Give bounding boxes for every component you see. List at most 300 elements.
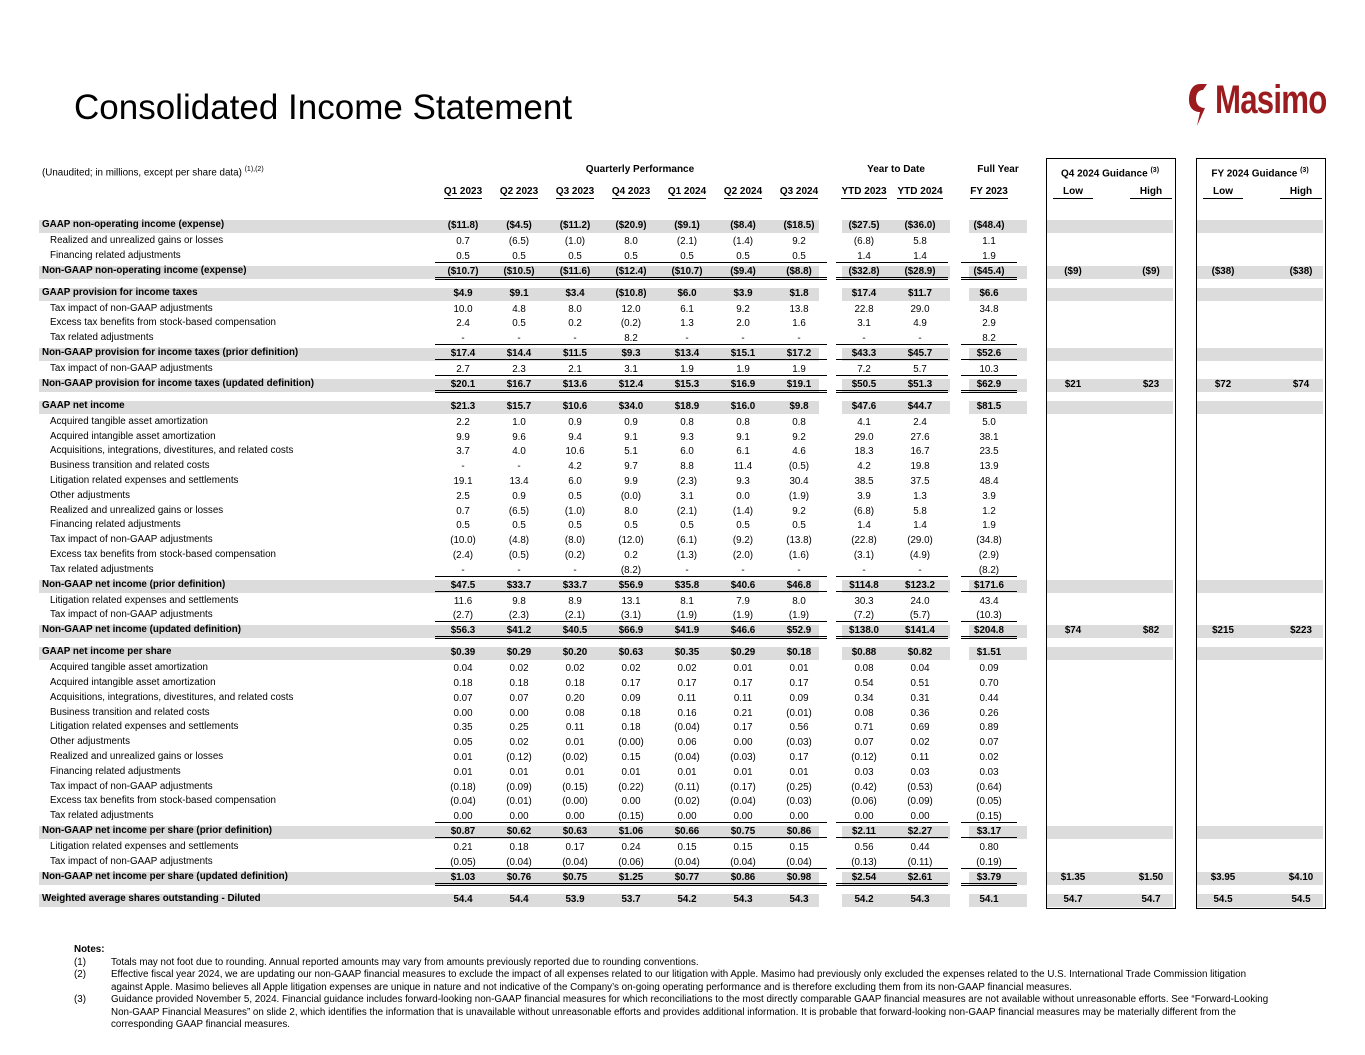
- table-cell: $0.63: [547, 826, 603, 838]
- table-cell: 0.02: [509, 737, 529, 749]
- table-cell: 2.5: [456, 490, 470, 502]
- table-cell: (0.15): [961, 811, 1017, 823]
- table-cell: $46.8: [771, 580, 827, 592]
- table-cell: $47.5: [435, 580, 491, 592]
- q4-guidance-header: Q4 2024 Guidance $^{(3)}$: [1060, 167, 1160, 180]
- table-cell: -: [836, 565, 892, 577]
- table-cell: 0.69: [910, 722, 930, 734]
- table-cell: 0.44: [910, 842, 930, 853]
- table-cell: 2.7: [435, 364, 491, 376]
- row-label: Litigation related expenses and settlements: [50, 841, 239, 852]
- table-cell: 0.00: [621, 796, 641, 808]
- row-shade: [1047, 647, 1173, 660]
- table-cell: (0.02): [562, 752, 588, 763]
- quarterly-header: Quarterly Performance: [585, 164, 695, 175]
- table-row: [39, 580, 1325, 595]
- table-cell: 0.17: [789, 678, 809, 689]
- table-cell: 0.24: [621, 842, 641, 853]
- table-cell: (1.9): [771, 610, 827, 622]
- table-cell: $45.7: [892, 348, 948, 360]
- row-shade: [1197, 348, 1323, 361]
- table-cell: (4.8): [508, 535, 530, 547]
- guidance-cell: 54.7: [1063, 893, 1083, 905]
- note-item: (3) Guidance provided November 5, 2024. Financial guidance includes forward-looking non-GAAP financial measures for which reconciliations to the most directly comparable GAAP financial measures are not available without unreasonable efforts. See “Forward-Looking Non-GAAP Financial Measures” on slide 2, which identifies the information that is unavailable without unreasonable efforts and provides additional information. It is probable that forward-looking non-GAAP financial measures may be materially different from the corresponding GAAP financial measures.: [74, 994, 1269, 1030]
- guidance-cell: $21: [1064, 378, 1082, 390]
- table-cell: (0.02): [674, 796, 700, 808]
- table-cell: $0.18: [786, 647, 812, 659]
- table-cell: -: [659, 333, 715, 345]
- table-cell: 0.5: [491, 251, 547, 263]
- table-cell: 3.7: [456, 446, 470, 458]
- table-cell: 9.2: [792, 236, 806, 247]
- table-cell: 0.02: [565, 663, 585, 675]
- table-cell: 2.4: [456, 318, 470, 330]
- table-cell: (0.42): [851, 781, 877, 793]
- table-cell: (0.06): [851, 796, 877, 808]
- table-cell: ($9.4): [715, 266, 771, 280]
- table-cell: 0.04: [453, 663, 473, 675]
- table-cell: (1.0): [564, 505, 586, 517]
- table-cell: 0.5: [792, 520, 806, 532]
- table-cell: 0.05: [453, 737, 473, 749]
- table-cell: $0.62: [491, 826, 547, 838]
- table-cell: ($20.9): [615, 220, 647, 231]
- table-cell: 4.0: [512, 446, 526, 458]
- table-cell: (1.9): [659, 610, 715, 622]
- guidance-cell: ($9): [1064, 265, 1082, 277]
- table-cell: ($48.4): [973, 220, 1005, 231]
- row-shade: [1197, 288, 1323, 301]
- table-cell: 29.0: [910, 303, 930, 315]
- table-cell: ($10.7): [435, 266, 491, 280]
- table-cell: (0.53): [907, 781, 933, 793]
- table-cell: 0.06: [677, 737, 697, 749]
- column-header: Q2 2023: [499, 186, 539, 197]
- table-cell: 0.18: [453, 678, 473, 689]
- guidance-cell: $3.95: [1210, 871, 1236, 883]
- table-cell: $15.7: [506, 400, 532, 412]
- table-subtitle: (Unaudited; in millions, except per share data) $^{(1),(2)}$: [42, 166, 264, 179]
- table-cell: 8.0: [568, 303, 582, 315]
- table-cell: $17.4: [435, 348, 491, 360]
- table-cell: (0.12): [851, 752, 877, 763]
- table-cell: 0.02: [621, 663, 641, 675]
- table-row: [39, 550, 1325, 565]
- table-cell: 0.8: [680, 416, 694, 428]
- table-cell: 0.11: [565, 722, 585, 734]
- table-cell: 2.9: [982, 318, 996, 330]
- page-title: Consolidated Income Statement: [74, 88, 573, 127]
- table-cell: ($11.6): [547, 266, 603, 280]
- table-cell: $1.06: [603, 826, 659, 838]
- table-cell: 0.01: [621, 766, 641, 778]
- table-cell: 8.9: [568, 595, 582, 607]
- table-row: [39, 348, 1325, 363]
- table-cell: 0.15: [789, 842, 809, 853]
- table-cell: (0.04): [547, 857, 603, 869]
- table-cell: ($18.5): [783, 220, 815, 231]
- table-cell: ($28.9): [892, 266, 948, 280]
- table-cell: (0.0): [620, 490, 642, 502]
- table-cell: 0.5: [568, 520, 582, 532]
- guidance-column-header: Low: [1195, 186, 1251, 197]
- table-cell: (3.1): [853, 550, 875, 561]
- table-cell: $0.63: [618, 647, 644, 659]
- table-cell: $33.7: [491, 580, 547, 592]
- table-cell: $17.2: [771, 348, 827, 360]
- table-cell: 9.2: [792, 505, 806, 517]
- table-cell: 13.8: [789, 303, 809, 315]
- table-cell: (0.19): [961, 857, 1017, 869]
- table-cell: 0.01: [565, 766, 585, 778]
- table-cell: 0.5: [715, 251, 771, 263]
- table-cell: 3.1: [603, 364, 659, 376]
- table-cell: 1.9: [961, 251, 1017, 263]
- table-cell: $9.1: [509, 287, 529, 299]
- table-cell: 37.5: [910, 476, 930, 487]
- table-cell: 6.1: [680, 303, 694, 315]
- row-label: Financing related adjustments: [50, 519, 181, 531]
- row-label: Non-GAAP net income (updated definition): [42, 624, 242, 636]
- row-label: Litigation related expenses and settlements: [50, 475, 239, 486]
- table-cell: 22.8: [854, 303, 874, 315]
- table-cell: $47.6: [851, 400, 877, 412]
- table-cell: (0.04): [450, 796, 476, 808]
- table-cell: 11.6: [453, 595, 473, 607]
- table-cell: $3.79: [961, 872, 1017, 886]
- table-cell: (8.2): [603, 565, 659, 577]
- guidance-cell: $74: [1292, 378, 1310, 390]
- guidance-cell: 54.5: [1291, 893, 1311, 905]
- table-cell: $0.77: [659, 872, 715, 886]
- row-label: Non-GAAP net income (prior definition): [42, 578, 226, 590]
- table-cell: ($36.0): [904, 220, 936, 231]
- table-cell: $19.1: [771, 379, 827, 393]
- row-label: Acquired tangible asset amortization: [50, 662, 208, 674]
- table-cell: $52.6: [961, 348, 1017, 360]
- table-cell: 0.51: [910, 678, 930, 689]
- table-cell: 0.01: [509, 766, 529, 778]
- row-label: GAAP provision for income taxes: [42, 286, 198, 298]
- table-cell: 3.1: [857, 318, 871, 330]
- row-shade: [1197, 401, 1323, 414]
- column-header: YTD 2023: [841, 186, 887, 197]
- table-cell: (0.06): [603, 857, 659, 869]
- table-cell: $16.9: [715, 379, 771, 393]
- table-cell: (1.4): [732, 236, 754, 247]
- table-cell: $40.6: [715, 580, 771, 592]
- table-cell: (2.0): [732, 550, 754, 561]
- table-cell: 0.5: [624, 520, 638, 532]
- table-cell: 0.21: [453, 842, 473, 853]
- table-cell: 0.01: [789, 766, 809, 778]
- row-label: Weighted average shares outstanding - Diluted: [42, 892, 261, 904]
- table-cell: (0.17): [730, 781, 756, 793]
- table-cell: 7.2: [836, 364, 892, 376]
- table-row: [39, 364, 1325, 379]
- table-cell: $2.61: [892, 872, 948, 886]
- table-cell: 0.5: [736, 520, 750, 532]
- table-cell: 2.0: [736, 318, 750, 330]
- table-cell: (1.4): [732, 505, 754, 517]
- table-cell: (0.00): [562, 796, 588, 808]
- table-cell: 1.4: [913, 520, 927, 532]
- table-cell: (2.7): [435, 610, 491, 622]
- note-item: (2) Effective fiscal year 2024, we are updating our non-GAAP financial measures to exclude the impact of all expenses related to our litigation with Apple. Masimo had previously only excluded the expenses related to the U.S. International Trade Commission litigation against Apple. Masimo believes all Apple litigation expenses are unique in nature and not indicative of the Company’s on-going operating performance and is therefore excluding them from its non-GAAP financial measures.: [74, 969, 1247, 993]
- table-cell: 2.1: [547, 364, 603, 376]
- table-cell: 0.00: [547, 811, 603, 823]
- table-cell: 0.01: [565, 737, 585, 749]
- row-label: Realized and unrealized gains or losses: [50, 504, 224, 516]
- table-cell: 0.71: [854, 722, 874, 734]
- table-cell: 1.9: [659, 364, 715, 376]
- table-row: [39, 446, 1325, 461]
- ytd-header: Year to Date: [867, 164, 925, 175]
- table-cell: $1.8: [789, 287, 809, 299]
- table-cell: 0.31: [910, 692, 930, 704]
- table-cell: 4.8: [512, 303, 526, 315]
- guidance-cell: 54.5: [1213, 893, 1233, 905]
- table-cell: (6.5): [508, 236, 530, 247]
- table-cell: 13.4: [509, 476, 529, 487]
- table-cell: 13.9: [979, 461, 999, 473]
- table-cell: 4.9: [913, 318, 927, 330]
- row-label: Other adjustments: [50, 736, 131, 748]
- guidance-cell: ($38): [1211, 265, 1235, 277]
- table-cell: 54.1: [979, 893, 999, 905]
- table-cell: $11.7: [908, 287, 932, 299]
- table-row: [39, 811, 1325, 826]
- row-label: Tax impact of non-GAAP adjustments: [50, 609, 213, 621]
- table-cell: $0.86: [715, 872, 771, 886]
- table-cell: ($10.8): [615, 287, 647, 299]
- table-cell: 0.02: [677, 663, 697, 675]
- table-cell: (0.05): [435, 857, 491, 869]
- table-cell: $1.51: [976, 647, 1002, 659]
- table-cell: (2.1): [676, 236, 698, 247]
- table-cell: 0.07: [979, 737, 999, 749]
- table-cell: (0.2): [564, 550, 586, 561]
- table-cell: 0.17: [733, 722, 753, 734]
- table-cell: $14.4: [491, 348, 547, 360]
- row-label: Financing related adjustments: [50, 765, 181, 777]
- table-cell: 0.56: [789, 722, 809, 734]
- table-cell: 9.3: [680, 431, 694, 443]
- table-cell: 0.01: [733, 766, 753, 778]
- table-cell: 0.02: [910, 737, 930, 749]
- table-cell: $2.11: [836, 826, 892, 838]
- row-shade: [1197, 580, 1323, 593]
- table-cell: 8.2: [961, 333, 1017, 345]
- table-cell: (0.01): [786, 707, 812, 719]
- table-cell: $9.8: [789, 400, 809, 412]
- table-cell: 4.6: [792, 446, 806, 458]
- row-label: Tax impact of non-GAAP adjustments: [50, 855, 213, 867]
- table-cell: 2.2: [456, 416, 470, 428]
- table-cell: $4.9: [453, 287, 473, 299]
- table-row: [39, 596, 1325, 611]
- table-row: [39, 236, 1325, 251]
- table-cell: $171.6: [961, 580, 1017, 592]
- table-cell: (0.00): [618, 737, 644, 749]
- table-cell: 0.5: [603, 251, 659, 263]
- table-cell: 0.11: [733, 692, 753, 704]
- table-cell: (7.2): [836, 610, 892, 622]
- masimo-logo: [1187, 78, 1327, 128]
- table-cell: (0.5): [508, 550, 530, 561]
- table-row: [39, 663, 1325, 678]
- table-row: [39, 872, 1325, 887]
- table-cell: 1.4: [892, 251, 948, 263]
- table-cell: 0.5: [456, 520, 470, 532]
- table-cell: 30.4: [789, 476, 809, 487]
- row-label: Acquired intangible asset amortization: [50, 430, 216, 442]
- table-cell: (0.11): [674, 781, 700, 793]
- table-cell: (5.7): [892, 610, 948, 622]
- table-cell: $0.29: [506, 647, 532, 659]
- table-row: [39, 251, 1325, 266]
- row-label: Business transition and related costs: [50, 460, 210, 472]
- table-cell: 0.21: [733, 707, 753, 719]
- row-label: Non-GAAP net income per share (updated definition): [42, 870, 288, 882]
- table-cell: $204.8: [961, 625, 1017, 639]
- table-cell: ($27.5): [848, 220, 880, 231]
- guidance-cell: $82: [1142, 625, 1160, 637]
- row-label: Business transition and related costs: [50, 706, 210, 718]
- table-cell: 8.8: [680, 461, 694, 473]
- table-cell: 0.09: [621, 692, 641, 704]
- table-cell: -: [435, 565, 491, 577]
- table-cell: $18.9: [674, 400, 700, 412]
- table-cell: 1.3: [913, 490, 927, 502]
- table-row: [39, 752, 1325, 767]
- table-cell: 2.3: [491, 364, 547, 376]
- table-cell: -: [491, 565, 547, 577]
- table-cell: 0.03: [910, 766, 930, 778]
- table-cell: 38.5: [854, 476, 874, 487]
- row-label: Realized and unrealized gains or losses: [50, 235, 224, 246]
- table-cell: $0.75: [715, 826, 771, 838]
- table-cell: (0.04): [674, 752, 700, 763]
- row-label: Acquired tangible asset amortization: [50, 415, 208, 427]
- table-cell: 1.2: [982, 505, 996, 517]
- guidance-cell: $4.10: [1288, 871, 1314, 883]
- table-cell: (1.9): [788, 490, 810, 502]
- table-cell: 0.07: [509, 692, 529, 704]
- table-cell: $35.8: [659, 580, 715, 592]
- table-cell: (3.1): [603, 610, 659, 622]
- table-cell: (0.04): [715, 857, 771, 869]
- table-cell: 0.00: [836, 811, 892, 823]
- table-row: [39, 647, 1325, 662]
- table-row: [39, 678, 1325, 693]
- table-cell: $46.6: [715, 625, 771, 639]
- table-cell: 5.7: [892, 364, 948, 376]
- table-row: [39, 535, 1325, 550]
- table-cell: 0.01: [733, 663, 753, 675]
- table-cell: 0.8: [736, 416, 750, 428]
- table-cell: -: [659, 565, 715, 577]
- table-cell: 0.00: [771, 811, 827, 823]
- table-cell: 0.18: [621, 707, 641, 719]
- column-header: Q1 2023: [443, 186, 483, 197]
- guidance-cell: ($9): [1142, 265, 1160, 277]
- table-cell: $17.4: [851, 287, 877, 299]
- table-cell: (0.09): [907, 796, 933, 808]
- table-cell: $3.4: [565, 287, 585, 299]
- table-cell: 0.15: [677, 842, 697, 853]
- table-cell: 8.0: [624, 236, 638, 247]
- guidance-cell: $1.35: [1060, 871, 1086, 883]
- table-cell: ($32.8): [836, 266, 892, 280]
- table-cell: 0.9: [568, 416, 582, 428]
- table-cell: 0.15: [733, 842, 753, 853]
- table-cell: (10.3): [961, 610, 1017, 622]
- table-cell: (0.18): [450, 781, 476, 793]
- table-cell: $56.9: [603, 580, 659, 592]
- table-cell: 6.1: [736, 446, 750, 458]
- table-row: [39, 220, 1325, 235]
- table-cell: ($11.2): [559, 220, 591, 231]
- table-cell: 0.8: [792, 416, 806, 428]
- table-cell: 0.35: [453, 722, 473, 734]
- table-cell: 0.5: [512, 318, 526, 330]
- table-cell: ($8.4): [730, 220, 756, 231]
- row-shade: [1047, 220, 1173, 233]
- table-cell: $0.87: [435, 826, 491, 838]
- table-cell: $0.35: [674, 647, 700, 659]
- table-cell: (1.0): [564, 236, 586, 247]
- row-shade: [1047, 401, 1173, 414]
- table-cell: -: [461, 461, 465, 473]
- table-cell: 1.9: [715, 364, 771, 376]
- table-cell: -: [517, 461, 521, 473]
- table-cell: 6.0: [680, 446, 694, 458]
- row-label: Acquisitions, integrations, divestitures, and related costs: [50, 445, 294, 457]
- table-cell: 54.4: [453, 893, 473, 905]
- table-cell: $141.4: [892, 625, 948, 639]
- table-cell: 0.00: [453, 707, 473, 719]
- table-cell: $114.8: [836, 580, 892, 592]
- row-label: Tax related adjustments: [50, 810, 154, 822]
- table-cell: 0.70: [979, 678, 999, 689]
- table-cell: $15.3: [659, 379, 715, 393]
- table-cell: $40.5: [547, 625, 603, 639]
- table-cell: (0.25): [786, 781, 812, 793]
- table-cell: ($8.8): [771, 266, 827, 280]
- table-cell: 0.17: [677, 678, 697, 689]
- table-cell: 0.08: [854, 707, 874, 719]
- table-cell: (0.03): [786, 737, 812, 749]
- masimo-logo-icon: [1187, 82, 1213, 128]
- table-cell: 0.56: [854, 842, 874, 853]
- column-header: Q2 2024: [723, 186, 763, 197]
- row-label: Acquisitions, integrations, divestitures, and related costs: [50, 691, 294, 703]
- table-cell: (0.11): [892, 857, 948, 869]
- table-cell: 5.8: [913, 505, 927, 517]
- table-row: [39, 318, 1325, 333]
- table-cell: ($11.8): [447, 220, 479, 231]
- table-cell: 23.5: [979, 446, 999, 458]
- table-cell: 0.5: [771, 251, 827, 263]
- masimo-logo-text: Masimo: [1215, 78, 1327, 122]
- table-cell: 10.3: [961, 364, 1017, 376]
- table-cell: $66.9: [603, 625, 659, 639]
- table-row: [39, 796, 1325, 811]
- table-cell: (4.9): [909, 550, 931, 561]
- table-cell: 0.5: [512, 520, 526, 532]
- table-cell: 0.08: [565, 707, 585, 719]
